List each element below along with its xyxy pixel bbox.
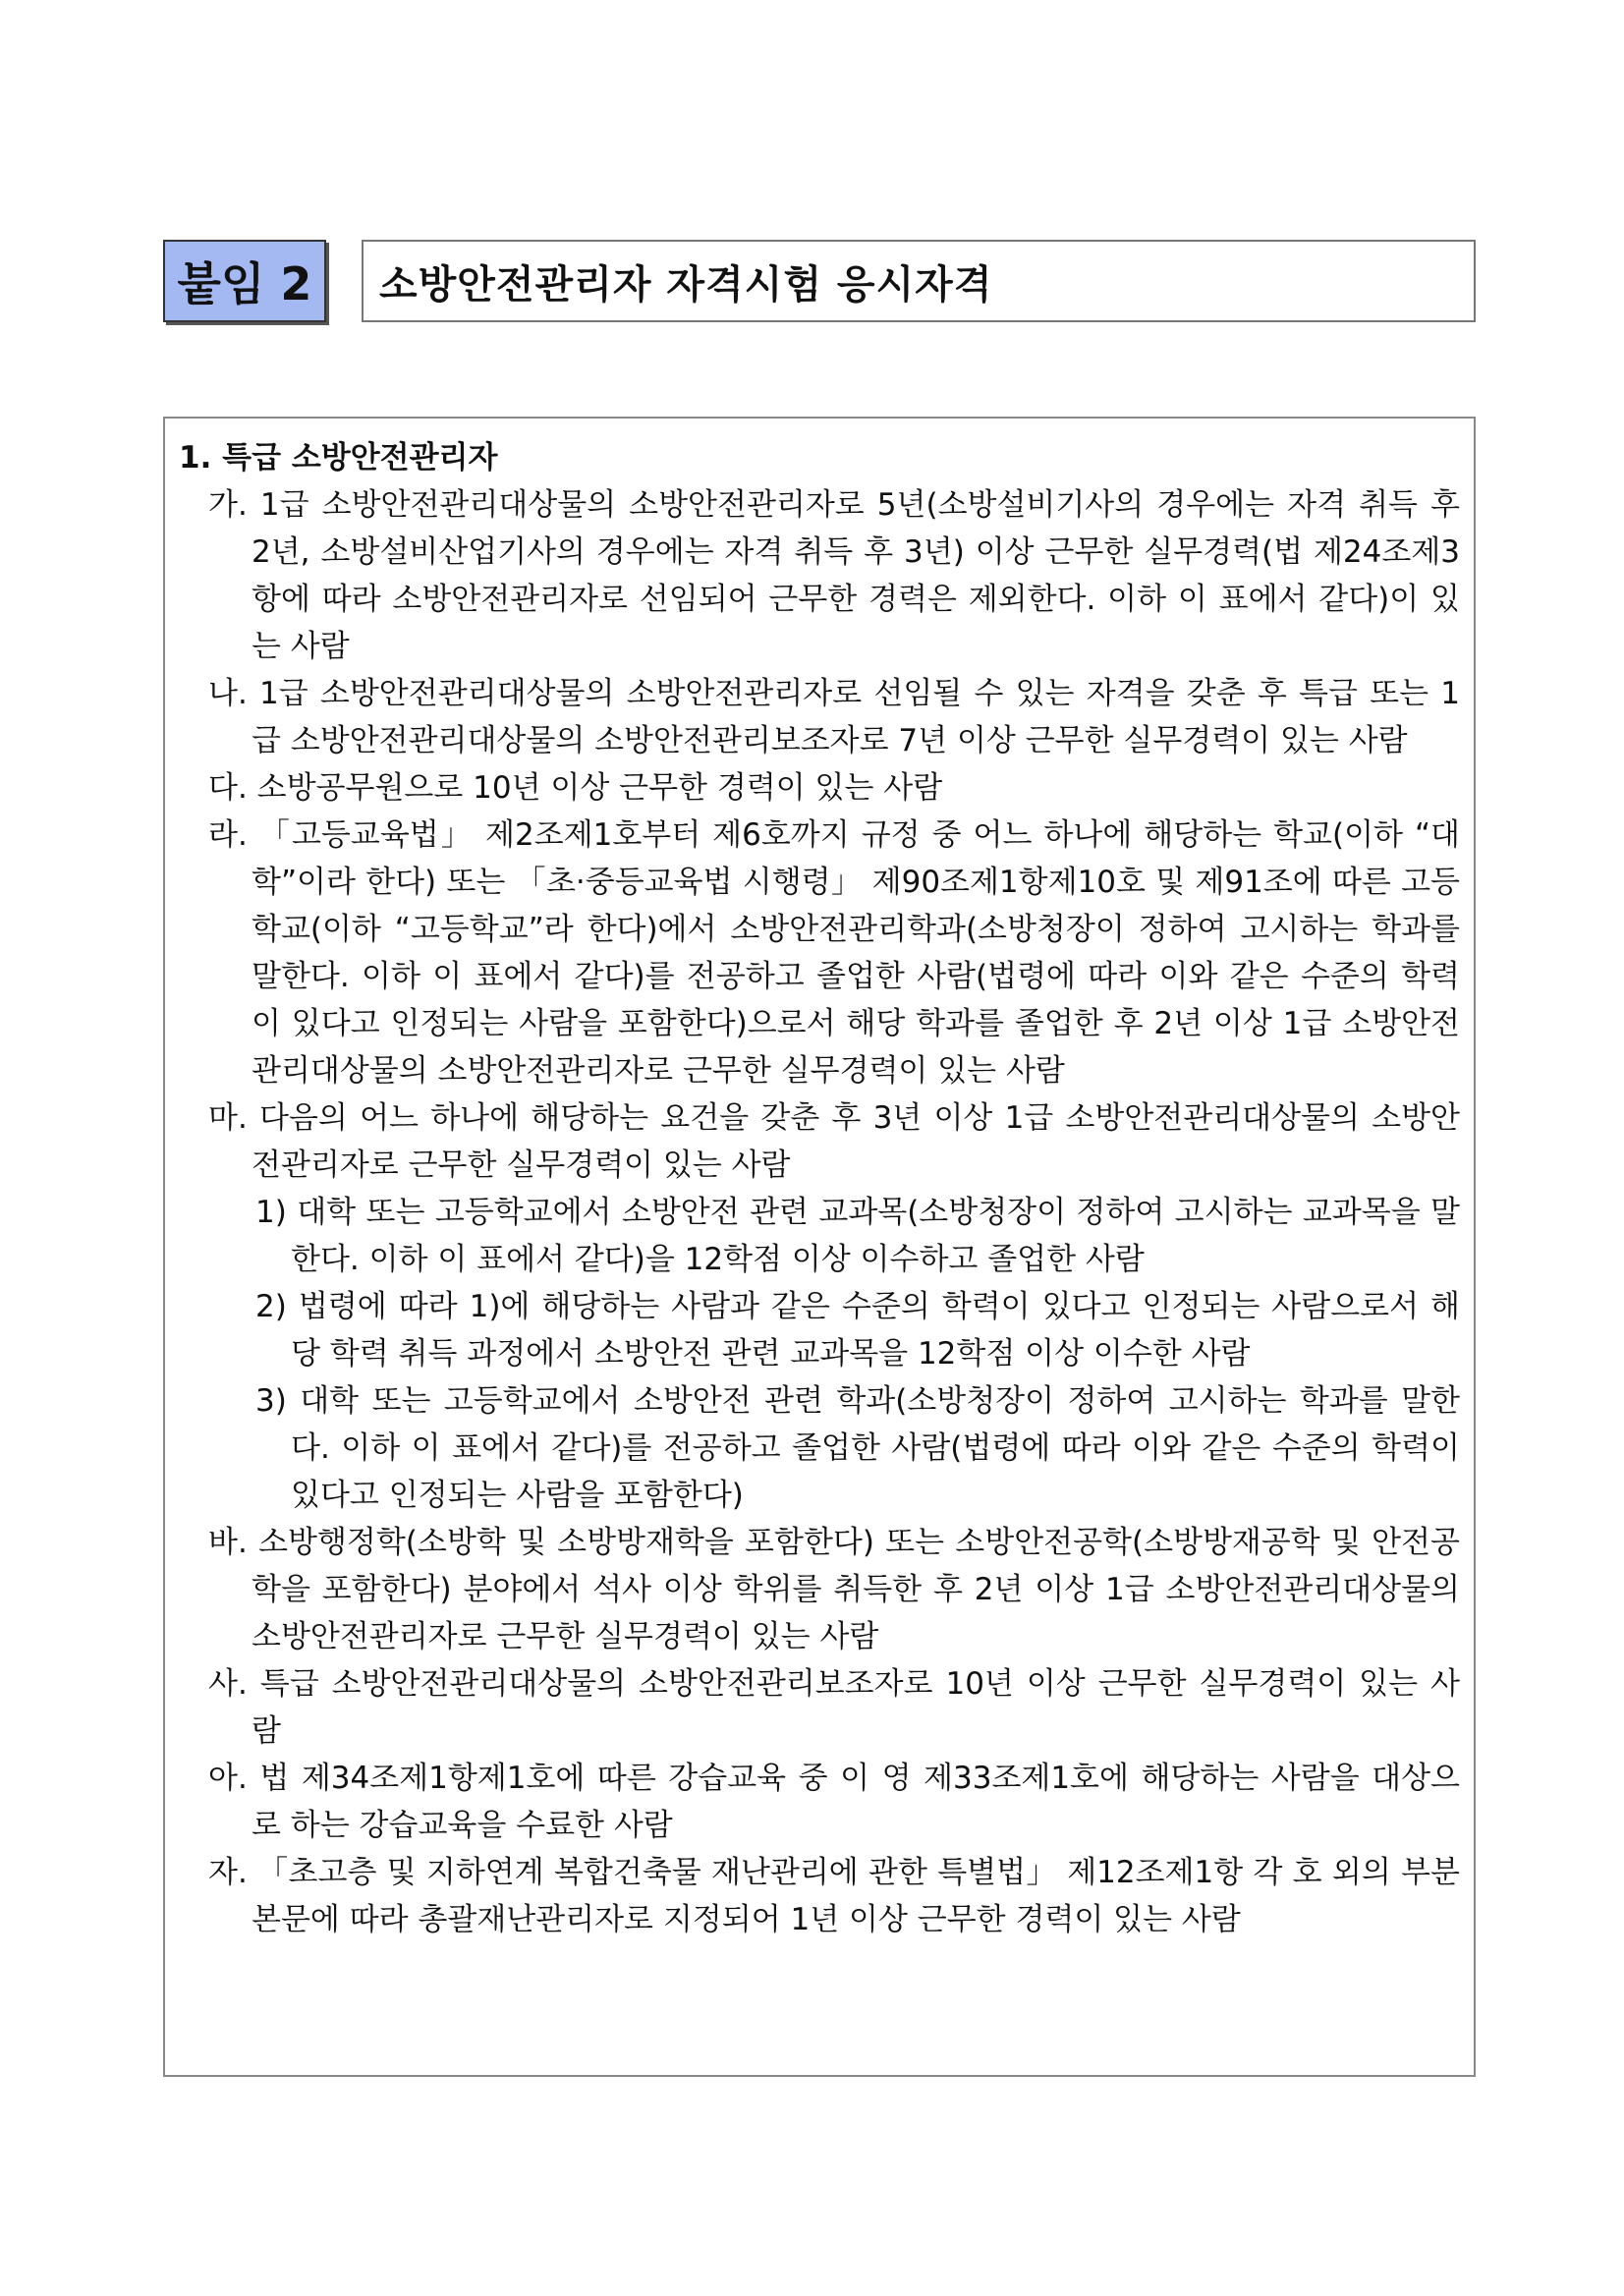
item-text: 다음의 어느 하나에 해당하는 요건을 갖춘 후 3년 이상 1급 소방안전관리대상물의 소방안전관리자로 근무한 실무경력이 있는 사람 (252, 1100, 1460, 1183)
content-box (163, 417, 1476, 2077)
item-text: 법 제34조제1항제1호에 따른 강습교육 중 이 영 제33조제1호에 해당하는 사람을 대상으로 하는 강습교육을 수료한 사람 (252, 1761, 1461, 1843)
item-text: 특급 소방안전관리대상물의 소방안전관리보조자로 10년 이상 근무한 실무경력이 있는 사람 (252, 1666, 1460, 1749)
sub-list-item (255, 1189, 1460, 1283)
item-text: 법령에 따라 1)에 해당하는 사람과 같은 수준의 학력이 있다고 인정되는 사람으로서 해당 학력 취득 과정에서 소방안전 관련 교과목을 12학점 이상 이수한 사람 (291, 1289, 1460, 1372)
item-text: 소방행정학(소방학 및 소방방재학을 포함한다) 또는 소방안전공학(소방방재공학 및 안전공학을 포함한다) 분야에서 석사 이상 학위를 취득한 후 2년 이상 1급 소방안전관리대상물의 소방안전관리자로 근무한 실무경력이 있는 사람 (252, 1525, 1461, 1654)
item-text: 「고등교육법」 제2조제1호부터 제6호까지 규정 중 어느 하나에 해당하는 학교(이하 “대학”이라 한다) 또는 「초·중등교육법 시행령」 제90조제1항제10호 및 제91조에 따른 고등학교(이하 “고등학교”라 한다)에서 소방안전관리학과(소방청장이 정하여 고시하는 학과를 말한다. 이하 이 표에서 같다)를 전공하고 졸업한 사람(법령에 따라 이와 같은 수준의 학력이 있다고 인정되는 사람을 포함한다)으로서 해당 학과를 졸업한 후 2년 이상 1급 소방안전관리대상물의 소방안전관리자로 근무한 실무경력이 있는 사람 (252, 817, 1460, 1089)
list-item (208, 1660, 1460, 1755)
item-marker: 자. (208, 1855, 248, 1890)
list-item (208, 764, 1460, 812)
item-text: 1급 소방안전관리대상물의 소방안전관리자로 선임될 수 있는 자격을 갖춘 후 특급 또는 1급 소방안전관리대상물의 소방안전관리보조자로 7년 이상 근무한 실무경력이 있는 사람 (252, 676, 1460, 758)
item-marker: 2) (255, 1289, 287, 1324)
item-text: 대학 또는 고등학교에서 소방안전 관련 교과목(소방청장이 정하여 고시하는 교과목을 말한다. 이하 이 표에서 같다)을 12학점 이상 이수하고 졸업한 사람 (291, 1195, 1460, 1277)
section-title: 1. 특급 소방안전관리자 (179, 440, 498, 476)
page-header (163, 240, 1476, 324)
list-item (208, 481, 1460, 670)
item-text: 1급 소방안전관리대상물의 소방안전관리자로 5년(소방설비기사의 경우에는 자격 취득 후 2년, 소방설비산업기사의 경우에는 자격 취득 후 3년) 이상 근무한 실무경력(법 제24조제3항에 따라 소방안전관리자로 선임되어 근무한 경력은 제외한다. 이하 이 표에서 같다)이 있는 사람 (252, 487, 1460, 664)
list-item (208, 1519, 1460, 1660)
item-marker: 마. (208, 1100, 248, 1136)
page-title: 소방안전관리자 자격시험 응시자격 (362, 240, 1476, 322)
list-item (208, 1849, 1460, 1943)
item-marker: 다. (208, 770, 248, 806)
item-text: 「초고층 및 지하연계 복합건축물 재난관리에 관한 특별법」 제12조제1항 각 호 외의 부분 본문에 따라 총괄재난관리자로 지정되어 1년 이상 근무한 경력이 있는 사람 (252, 1855, 1460, 1937)
list-item (208, 670, 1460, 764)
list-item (208, 1094, 1460, 1189)
sub-list-item (255, 1377, 1460, 1519)
list-item (208, 1755, 1460, 1849)
item-marker: 바. (208, 1525, 248, 1560)
item-marker: 사. (208, 1666, 248, 1702)
item-marker: 1) (255, 1195, 287, 1230)
item-marker: 나. (208, 676, 248, 711)
item-text: 소방공무원으로 10년 이상 근무한 경력이 있는 사람 (256, 770, 943, 806)
item-marker: 아. (208, 1761, 248, 1796)
list-item (208, 812, 1460, 1094)
item-text: 대학 또는 고등학교에서 소방안전 관련 학과(소방청장이 정하여 고시하는 학과를 말한다. 이하 이 표에서 같다)를 전공하고 졸업한 사람(법령에 따라 이와 같은 수준의 학력이 있다고 인정되는 사람을 포함한다) (291, 1383, 1461, 1513)
item-marker: 가. (208, 487, 248, 523)
item-marker: 3) (255, 1383, 287, 1419)
attachment-badge: 붙임 2 (163, 240, 326, 322)
item-marker: 라. (208, 817, 248, 853)
sub-list-item (255, 1283, 1460, 1377)
